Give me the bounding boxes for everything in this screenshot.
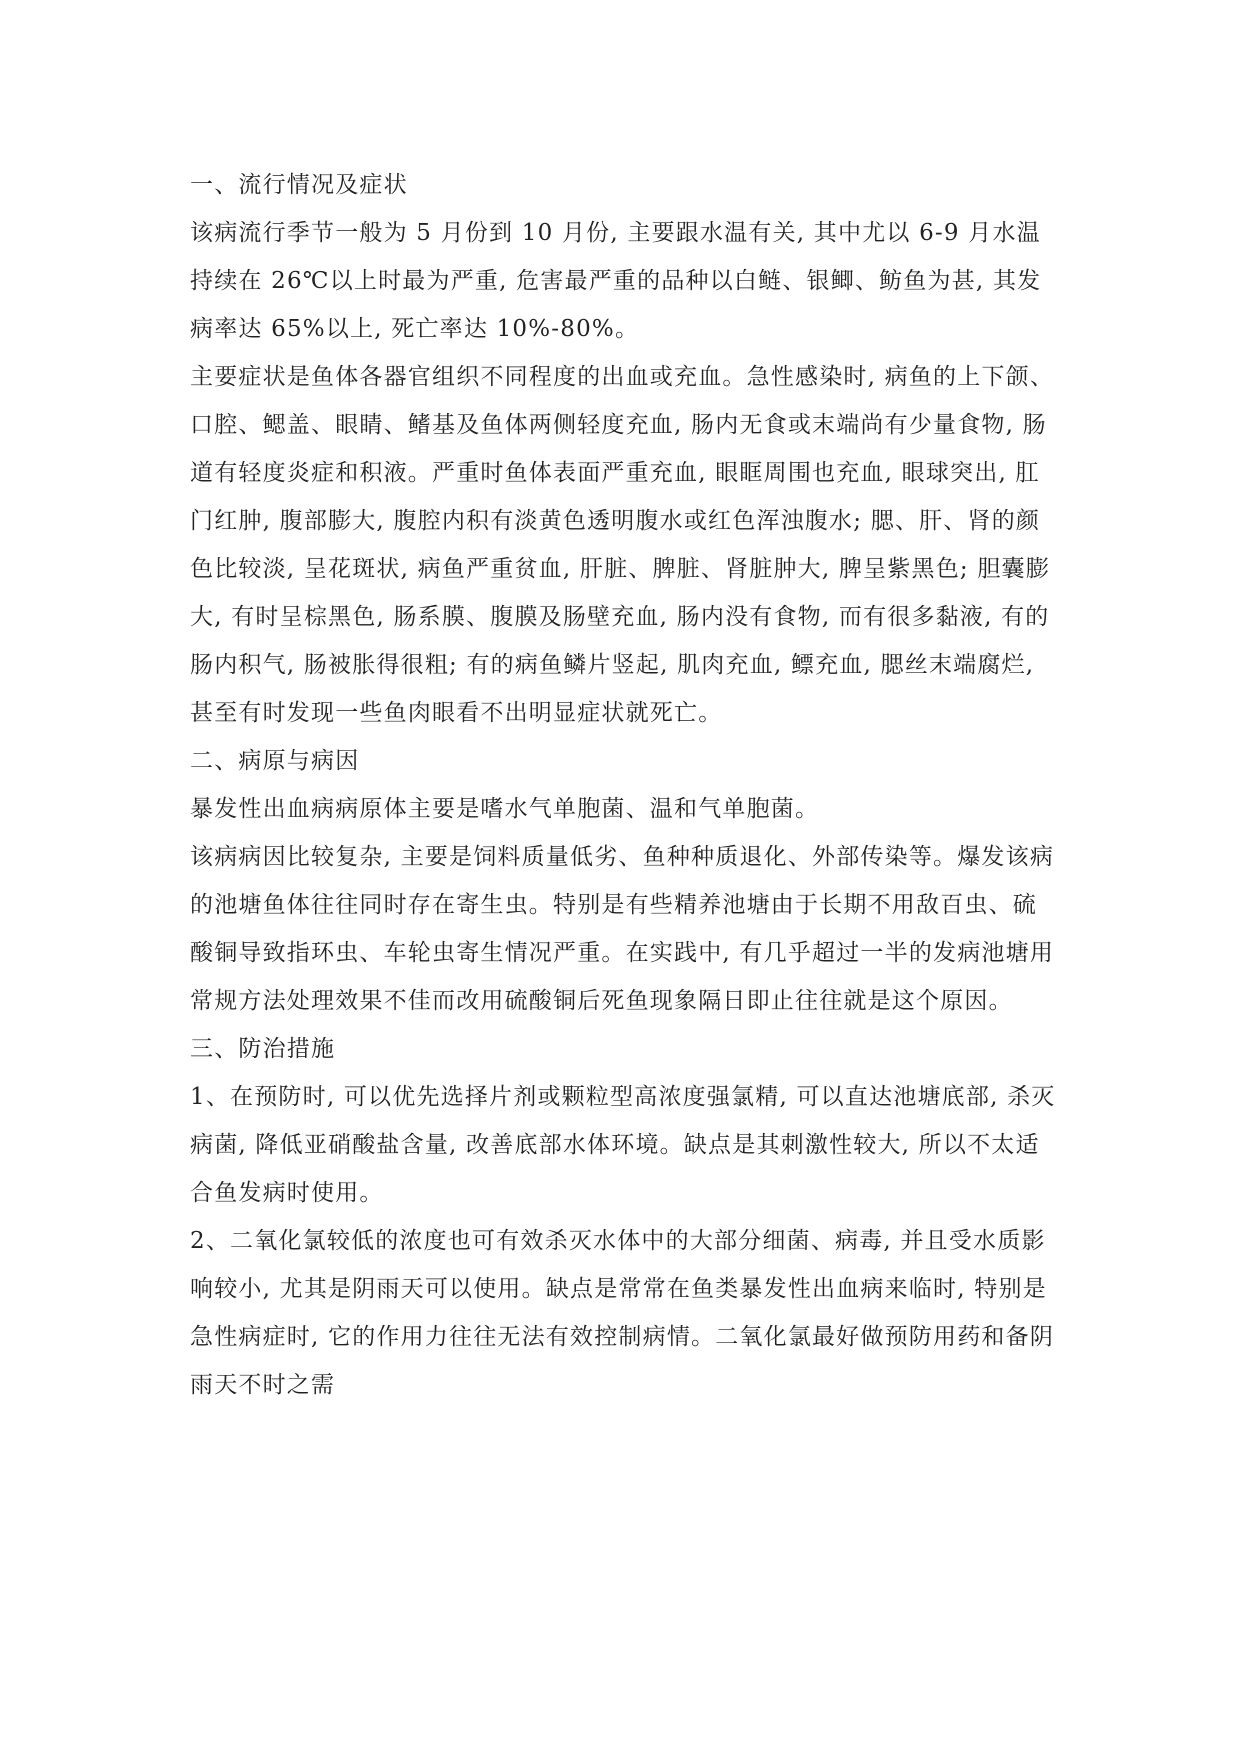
section-heading-prevention: 三、防治措施 xyxy=(190,1036,336,1062)
paragraph-prevention-2: 2、二氧化氯较低的浓度也可有效杀灭水体中的大部分细菌、病毒, 并且受水质影响较小, 尤其是阴雨天可以使用。缺点是常常在鱼类暴发性出血病来临时, 特别是急性病症时, 它的作用力往往无法有效控制病情。二氧化氯最好做预防用药和备阴雨天不时之需 xyxy=(190,1228,1055,1398)
section-heading-pathogen: 二、病原与病因 xyxy=(190,748,360,774)
section-heading-epidemiology: 一、流行情况及症状 xyxy=(190,172,408,198)
paragraph-pathogen: 暴发性出血病病原体主要是嗜水气单胞菌、温和气单胞菌。 xyxy=(190,796,820,822)
paragraph-season: 该病流行季节一般为 5 月份到 10 月份, 主要跟水温有关, 其中尤以 6-9 月水温持续在 26℃以上时最为严重, 危害最严重的品种以白鲢、银鲫、鲂鱼为甚, 其发病率达 65%以上, 死亡率达 10%-80%。 xyxy=(190,220,1042,342)
paragraph-symptoms: 主要症状是鱼体各器官组织不同程度的出血或充血。急性感染时, 病鱼的上下颌、口腔、鳃盖、眼睛、鳍基及鱼体两侧轻度充血, 肠内无食或末端尚有少量食物, 肠道有轻度炎症和积液。严重时鱼体表面严重充血, 眼眶周围也充血, 眼球突出, 肛门红肿, 腹部膨大, 腹腔内积有淡黄色透明腹水或红色浑浊腹水; 腮、肝、肾的颜色比较淡, 呈花斑状, 病鱼严重贫血, 肝脏、脾脏、肾脏肿大, 脾呈紫黑色; 胆囊膨大, 有时呈棕黑色, 肠系膜、腹膜及肠壁充血, 肠内没有食物, 而有很多黏液, 有的肠内积气, 肠被胀得很粗; 有的病鱼鳞片竖起, 肌肉充血, 鳔充血, 腮丝末端腐烂, 甚至有时发现一些鱼肉眼看不出明显症状就死亡。 xyxy=(190,364,1055,726)
paragraph-prevention-1: 1、在预防时, 可以优先选择片剂或颗粒型高浓度强氯精, 可以直达池塘底部, 杀灭病菌, 降低亚硝酸盐含量, 改善底部水体环境。缺点是其刺激性较大, 所以不太适合鱼发病时使用。 xyxy=(190,1084,1056,1206)
document-body xyxy=(190,161,1060,1409)
paragraph-causes: 该病病因比较复杂, 主要是饲料质量低劣、鱼种种质退化、外部传染等。爆发该病的池塘鱼体往往同时存在寄生虫。特别是有些精养池塘由于长期不用敌百虫、硫酸铜导致指环虫、车轮虫寄生情况严重。在实践中, 有几乎超过一半的发病池塘用常规方法处理效果不佳而改用硫酸铜后死鱼现象隔日即止往往就是这个原因。 xyxy=(190,844,1055,1014)
